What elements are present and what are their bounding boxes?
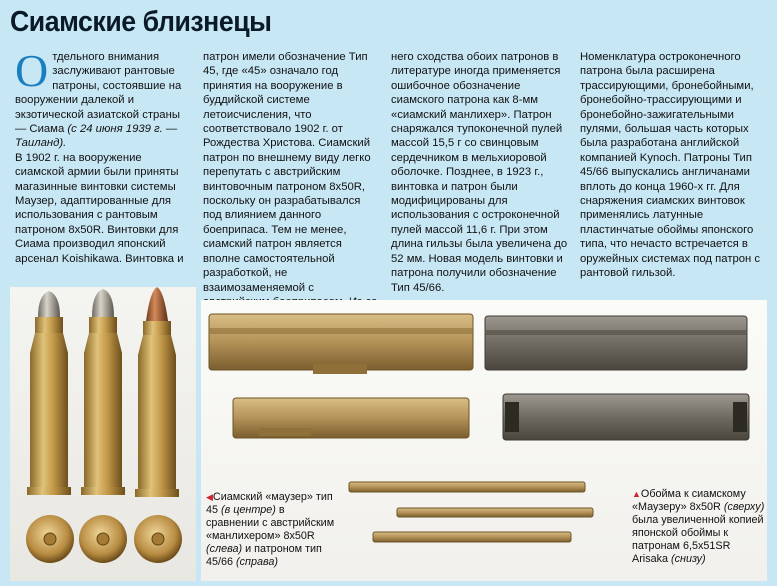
clip-middle-left [233,398,469,438]
caption-clips: ▲Обойма к сиамскому «Маузеру» 8х50R (сверху) была увеличенной копией японской обоймы к патронам 6,5х51SR Arisaka (снизу) [632,488,765,565]
cartridge-bases [26,515,182,563]
cartridge-right [135,287,179,497]
text-column-2: патрон имели обозначение Тип 45, где «45» означало год принятия на вооружение в буддийской системе летоисчисления, что соответствовало 1902 г. от Рождества Христова. Сиамский патрон по внешнему виду легко перепутать с австрийским винтовочным патроном 8х50R, поскольку он разрабатывался под влиянием данного боеприпаса. Тем не менее, сиамский патрон является вполне самостоятельной разработкой, не взаимозаменяемой с [203,51,371,294]
col1-date-note: (с 24 июня 1939 г. — Таиланд). [15,123,178,150]
text-column-1 [15,45,193,266]
caption-marker-icon: ◀ [206,492,213,502]
caption-marker-icon: ▲ [632,489,641,499]
col1-paragraph-2: В 1902 г. на вооружение сиамской армии были приняты магазинные винтовки системы Маузер, адаптированные для использования с рантовым патроном 8х50R. Винтовки для Сиама производил японский арсенал Koishikawa. Винтовка и [15,151,184,265]
text-column-3: него сходства обоих патронов в литературе иногда применяется ошибочное обозначение сиамского патрона как 8-мм «сиамский манлихер». Патрон снаряжался тупоконечной пулей массой 15,5 г со свинцовым сердечником в мельхиоровой оболочке. Позднее, в 1923 г., винтовка и патрон были модифицированы для использования с остроконечной пулей массой 11,6 г. При этом длина гильзы была увеличена до 52 мм. Новая модель винтовки и патрона получили обозначение Тип 45/66. [391,51,568,294]
cartridges-photo [10,287,196,581]
caption-cartridges: ◀Сиамский «маузер» тип 45 (в центре) в сравнении с австрийским «манлихером» 8х50R (слева) и патроном тип 45/66 (справа) [206,491,335,568]
page-title: Сиамские близнецы [10,6,272,38]
drop-cap: О [15,45,49,96]
text-column-4: Номенклатура остроконечного патрона была расширена трассирующими, бронебойными, бронебойно-трассирующими и бронебойно-зажигательными пулями, большая часть которых была разработана английской компанией Kynoch. Патроны Тип 45/66 выпускались англичанами вплоть до конца 1960-х гг. Для снаряжения сиамских винтовок применялись латунные пластинчатые обоймы японского типа, что нечасто встречается в оружейных системах под патрон с рантовой гильзой. [580,51,761,280]
clip-bottom-long [349,482,593,542]
clip-middle-right [503,394,749,440]
clip-top-right [485,316,747,370]
cartridge-left [27,291,71,495]
clip-top-left [209,314,473,374]
col1-paragraph-1: тдельного внимания заслуживают рантовые патроны, состоявшие на вооружении далекой и экзотической азиатской страны — Сиама [15,51,182,136]
cartridge-center [81,289,125,495]
